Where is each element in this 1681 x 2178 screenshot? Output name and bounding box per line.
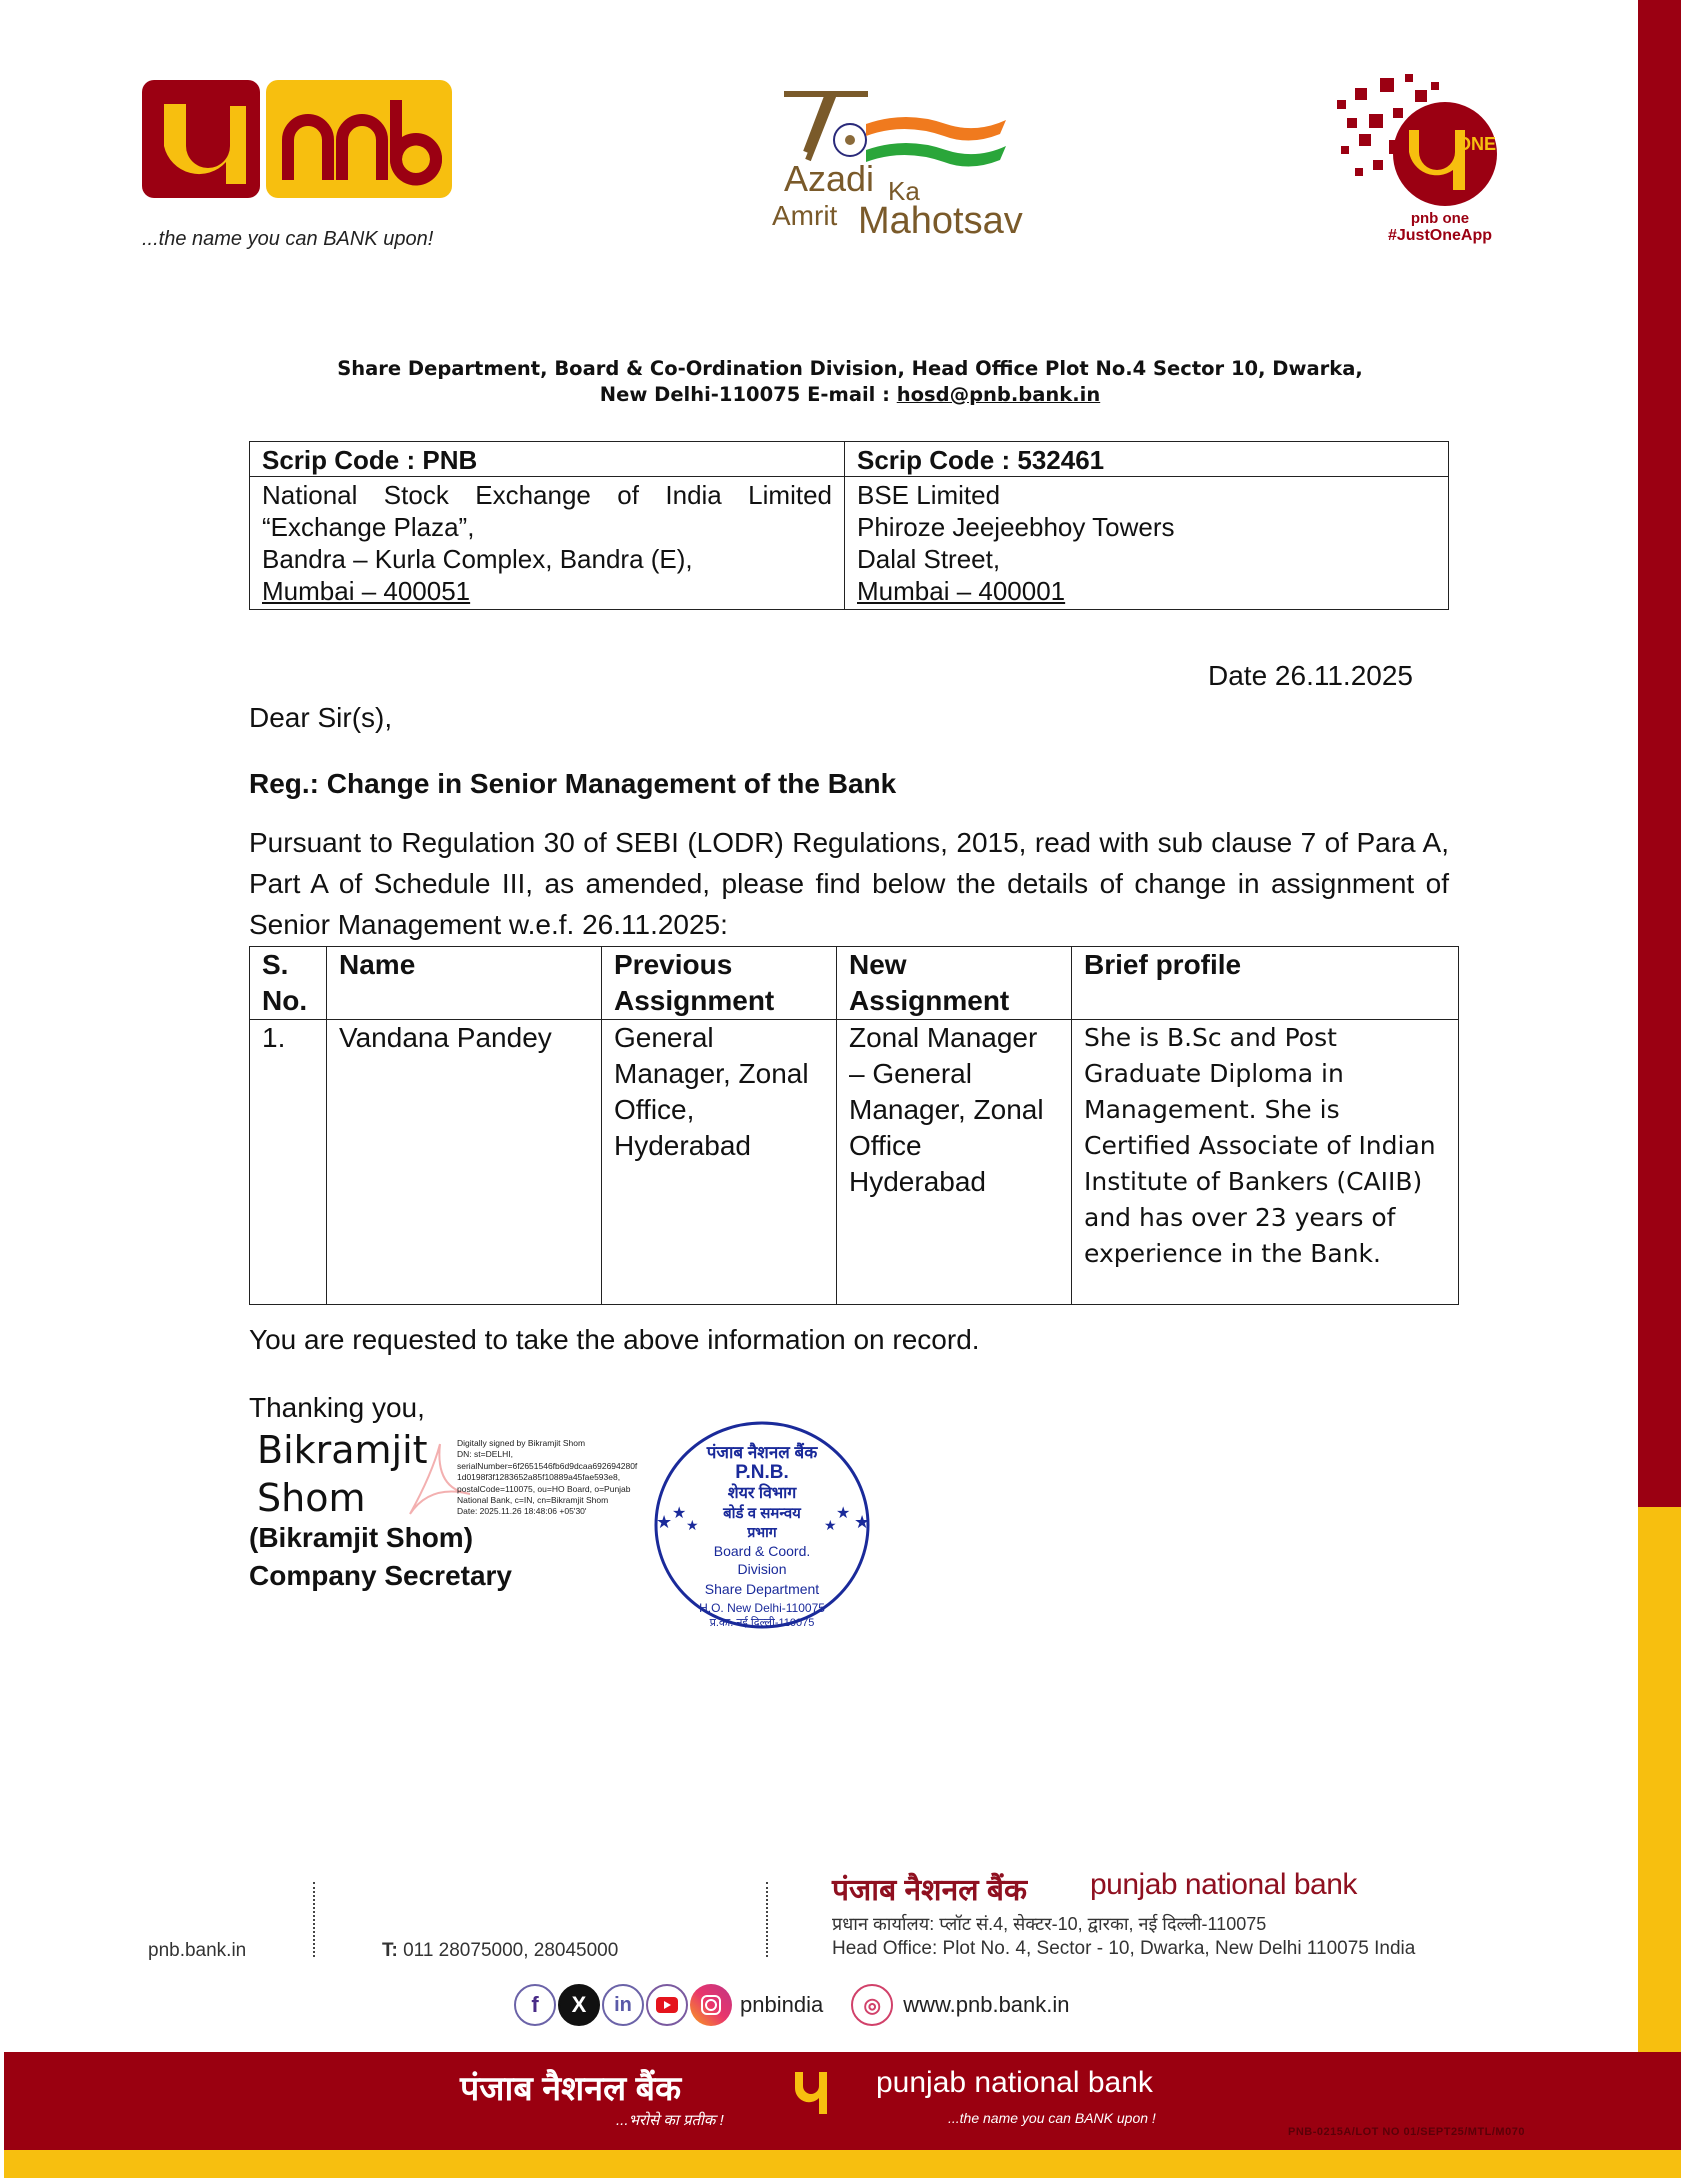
cell-name: Vandana Pandey xyxy=(327,1020,602,1305)
col-name: Name xyxy=(327,947,602,1020)
stamp-ho: H.O. New Delhi-110075 xyxy=(699,1601,825,1615)
footer-website[interactable]: pnb.bank.in xyxy=(148,1940,247,1961)
bse-scrip-code: Scrip Code : 532461 xyxy=(845,442,1449,477)
body-paragraph: Pursuant to Regulation 30 of SEBI (LODR) Regulations, 2015, read with sub clause 7 of Para A, Part A of Schedule III, as amended, please find below the details of change in assignment of Senior Management w.e.f. 26.11.2025: xyxy=(249,827,1449,940)
stamp-share-dept: Share Department xyxy=(704,1581,820,1597)
website-link[interactable]: www.pnb.bank.in xyxy=(903,1992,1070,2017)
cell-previous: General Manager, Zonal Office, Hyderabad xyxy=(602,1020,837,1305)
pnb-tagline: ...the name you can BANK upon! xyxy=(142,228,434,250)
cell-sno: 1. xyxy=(250,1020,327,1305)
col-previous: Previous Assignment xyxy=(602,947,837,1020)
footer-english-bank-name: punjab national bank xyxy=(1090,1868,1357,1901)
svg-text:★: ★ xyxy=(686,1517,699,1533)
edge-band-yellow xyxy=(1638,1507,1681,2052)
address-prefix: New Delhi-110075 E-mail : xyxy=(599,383,897,406)
svg-text:★: ★ xyxy=(656,1512,673,1532)
salutation: Dear Sir(s), xyxy=(249,702,393,733)
letter-date: Date 26.11.2025 xyxy=(1208,660,1413,691)
dsig-line: serialNumber=6f2651546fb6d9dcaa692694280f xyxy=(457,1460,638,1471)
subject-line: Reg.: Change in Senior Management of the Bank xyxy=(249,768,897,799)
akam-amrit: Amrit xyxy=(772,200,838,231)
department-stamp xyxy=(650,1418,875,1633)
stamp-share-hindi: शेयर विभाग xyxy=(727,1485,797,1502)
signature-last-name: Shom xyxy=(257,1476,366,1520)
table-header-row xyxy=(250,947,1459,1020)
footer-divider xyxy=(766,1882,769,1957)
footer-hindi-bank-name: पंजाब नैशनल बैंक xyxy=(832,1874,1028,1907)
address-line-2 xyxy=(250,382,1450,408)
dsig-line: 1d0198f3f1283652a85f10889a45fae593e8, xyxy=(457,1472,621,1483)
stamp-hindi-bank: पंजाब नैशनल बैंक xyxy=(706,1443,818,1462)
stamp-prabhag: प्रभाग xyxy=(747,1524,777,1540)
bse-address xyxy=(845,477,1449,610)
col-new: New Assignment xyxy=(837,947,1072,1020)
signatory-title: Company Secretary xyxy=(249,1560,513,1591)
tel-numbers: 011 28075000, 28045000 xyxy=(397,1940,619,1961)
globe-icon[interactable]: ◎ xyxy=(851,1984,893,2026)
pnb-one-caption: pnb one xyxy=(1410,210,1470,227)
svg-text:★: ★ xyxy=(672,1505,687,1522)
senior-management-change-table xyxy=(249,946,1459,1305)
akam-ka: Ka xyxy=(888,176,920,206)
letterhead-address xyxy=(250,356,1450,408)
tel-label: T: xyxy=(382,1940,398,1961)
email-link[interactable]: hosd@pnb.bank.in xyxy=(896,383,1101,406)
bse-line: Dalal Street, xyxy=(857,544,1001,574)
band-english-bank-name: punjab national bank xyxy=(876,2066,1153,2099)
closing: Thanking you, xyxy=(249,1392,425,1423)
facebook-icon[interactable]: f xyxy=(514,1984,556,2026)
nse-scrip-code: Scrip Code : PNB xyxy=(250,442,845,477)
stamp-pnb: P.N.B. xyxy=(735,1462,789,1483)
signatory-name: (Bikramjit Shom) xyxy=(249,1522,474,1553)
band-hindi-tagline: ...भरोसे का प्रतीक ! xyxy=(616,2112,724,2129)
nse-address xyxy=(250,477,845,610)
scrip-code-table xyxy=(249,441,1449,610)
dsig-line: Digitally signed by Bikramjit Shom xyxy=(457,1438,586,1448)
band-hindi-bank-name: पंजाब नैशनल बैंक xyxy=(460,2070,682,2108)
band-english-tagline: ...the name you can BANK upon ! xyxy=(948,2110,1156,2126)
col-profile: Brief profile xyxy=(1072,947,1459,1020)
nse-line: “Exchange Plaza”, xyxy=(262,512,475,542)
svg-text:★: ★ xyxy=(824,1517,837,1533)
cell-new: Zonal Manager – General Manager, Zonal Office Hyderabad xyxy=(837,1020,1072,1305)
scrip-header-row xyxy=(250,442,1449,477)
x-twitter-icon[interactable]: X xyxy=(558,1984,600,2026)
dsig-line: Date: 2025.11.26 18:48:06 +05'30' xyxy=(457,1506,587,1517)
table-row xyxy=(250,1020,1459,1305)
bse-line: Mumbai – 400001 xyxy=(857,576,1066,606)
footer-english-address: Head Office: Plot No. 4, Sector - 10, Dwarka, New Delhi 110075 India xyxy=(832,1938,1416,1959)
akam-mahotsav: Mahotsav xyxy=(858,200,1023,242)
signature-first-name: Bikramjit xyxy=(257,1428,428,1472)
stamp-board-en: Board & Coord. xyxy=(713,1543,811,1559)
footer-hindi-address: प्रधान कार्यालय: प्लॉट सं.4, सेक्टर-10, द्वारका, नई दिल्ली-110075 xyxy=(832,1914,1267,1934)
footer-telephone xyxy=(382,1940,618,1962)
one-badge: ONE xyxy=(1457,134,1497,154)
svg-text:★: ★ xyxy=(836,1505,851,1522)
pnb-one-logo xyxy=(1335,68,1515,218)
dsig-line: postalCode=110075, ou=HO Board, o=Punjab xyxy=(457,1483,631,1494)
social-handle[interactable]: pnbindia xyxy=(740,1992,824,2017)
scrip-address-row xyxy=(250,477,1449,610)
address-line-1: Share Department, Board & Co-Ordination Division, Head Office Plot No.4 Sector 10, Dwarka, xyxy=(337,357,1363,380)
bse-line: Phiroze Jeejeebhoy Towers xyxy=(857,512,1175,542)
youtube-icon[interactable] xyxy=(646,1984,688,2026)
stamp-board-hindi: बोर्ड व समन्वय xyxy=(723,1505,801,1522)
dsig-line: National Bank, c=IN, cn=Bikramjit Shom xyxy=(457,1495,609,1506)
print-code: PNB-0215A/LOT NO 01/SEPT25/MTL/M070 xyxy=(1288,2126,1525,2138)
footer-divider xyxy=(313,1882,316,1957)
cell-profile: She is B.Sc and Post Graduate Diploma in Management. She is Certified Associate of Indian Institute of Bankers (CAIIB) and has over 23 years of experience in the Bank. xyxy=(1072,1020,1459,1305)
edge-band-red xyxy=(1638,0,1681,1507)
social-links xyxy=(514,1983,1070,2027)
stamp-ho-hindi: प्र.का. नई दिल्ली-110075 xyxy=(709,1617,815,1629)
pnb-symbol-icon xyxy=(793,2068,829,2116)
record-request: You are requested to take the above information on record. xyxy=(249,1324,980,1355)
dsig-line: DN: st=DELHI, xyxy=(457,1449,513,1460)
akam-azadi: Azadi xyxy=(784,158,875,199)
footer-band-yellow xyxy=(4,2150,1681,2178)
just-one-app-hashtag: #JustOneApp xyxy=(1387,227,1492,244)
svg-text:★: ★ xyxy=(854,1512,871,1532)
linkedin-icon[interactable]: in xyxy=(602,1984,644,2026)
nse-line: Bandra – Kurla Complex, Bandra (E), xyxy=(262,544,693,574)
nse-line: National Stock Exchange of India Limited xyxy=(262,480,832,510)
instagram-icon[interactable] xyxy=(690,1984,732,2026)
bse-line: BSE Limited xyxy=(857,480,1001,510)
col-sno: S. No. xyxy=(250,947,327,1020)
pnb-logo xyxy=(142,80,452,200)
stamp-division: Division xyxy=(737,1561,787,1577)
nse-line: Mumbai – 400051 xyxy=(262,576,471,606)
digital-signature-details xyxy=(457,1438,657,1518)
